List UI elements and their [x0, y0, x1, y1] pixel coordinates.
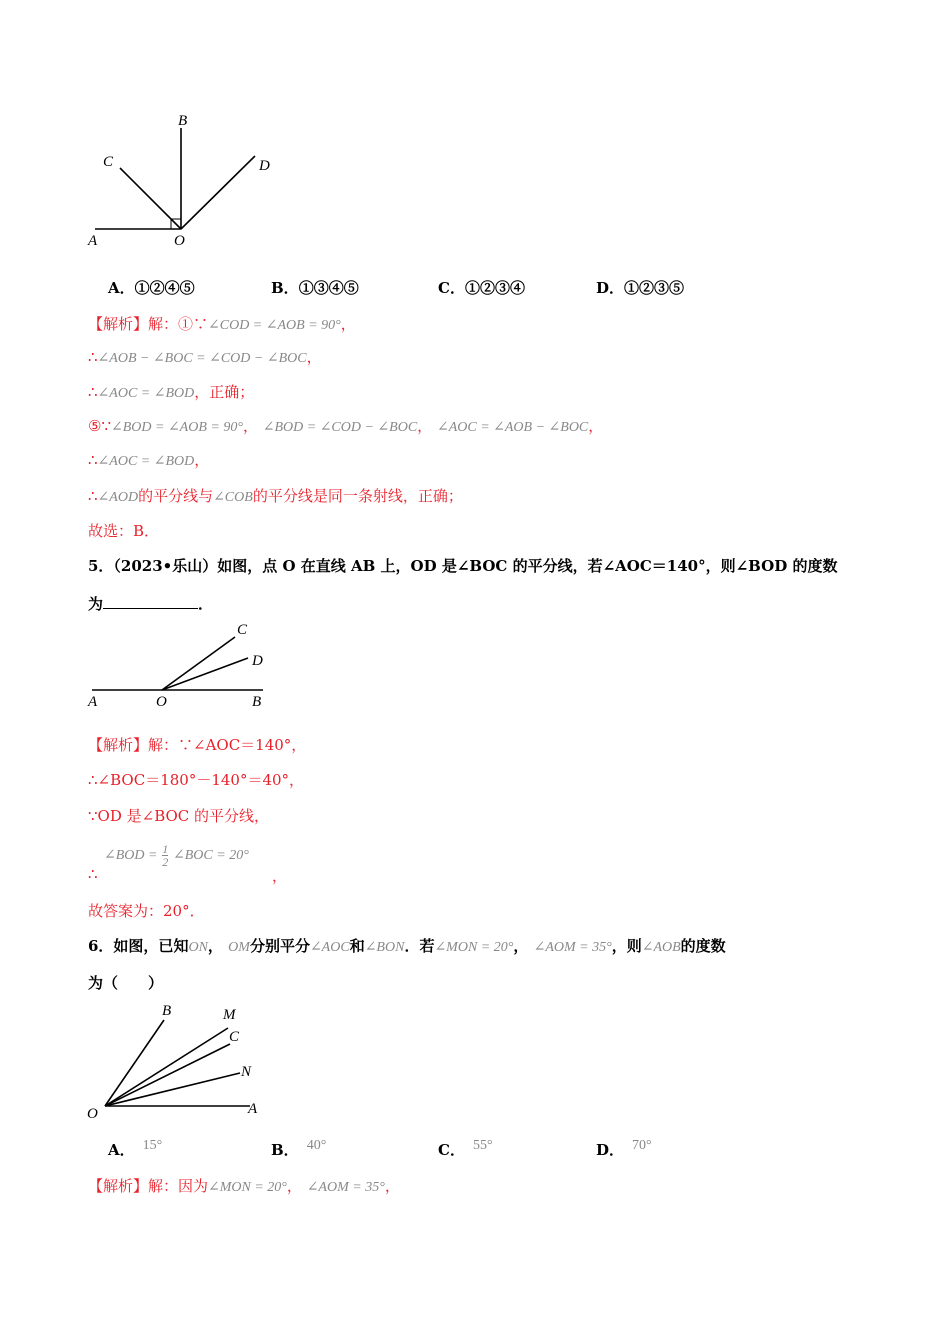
q6-question-line-2: 为（ ）: [88, 974, 164, 992]
label-o: O: [156, 694, 167, 710]
label-d: D: [259, 158, 270, 174]
q5-question-line-1: 5．（2023•乐山）如图，点 O 在直线 AB 上，OD 是∠BOC 的平分线，若∠AOC＝140°，则∠BOD 的度数: [88, 557, 838, 575]
figure-1-angles: [80, 108, 300, 253]
q4-option-c: C．①②③④: [438, 279, 525, 297]
q6-solution-line-1: 【解析】解：因为∠MON = 20°， ∠AOM = 35°，: [88, 1177, 400, 1195]
q4-solution-line-2: ∴∠AOB − ∠BOC = ∠COD − ∠BOC，: [88, 348, 322, 366]
q6-option-d: D． 70°: [596, 1138, 652, 1159]
q4-option-d: D．①②③⑤: [596, 279, 685, 297]
q5-solution-line-3: ∵OD 是∠BOC 的平分线，: [88, 807, 270, 825]
label-d: D: [252, 653, 263, 669]
ray-oc: [105, 1044, 230, 1106]
label-a: A: [88, 694, 98, 710]
q5-question-line-2: 为 ．: [88, 595, 214, 613]
q4-solution-line-6: ∴∠AOD的平分线与∠COB的平分线是同一条射线，正确；: [88, 487, 463, 505]
ray-oc: [162, 637, 235, 690]
label-m: M: [223, 1007, 236, 1023]
label-b: B: [162, 1003, 172, 1019]
q6-question-line-1: 6．如图，已知ON， OM分别平分∠AOC和∠BON．若∠MON = 20°， ∠AOM = 35°，则∠AOB的度数: [88, 937, 726, 955]
label-b: B: [252, 694, 262, 710]
label-a: A: [88, 233, 98, 249]
ray-oc: [120, 168, 181, 229]
q6-option-c: C． 55°: [438, 1138, 493, 1159]
figure-3-angles: [80, 998, 280, 1126]
label-o: O: [174, 233, 185, 249]
label-b: B: [178, 113, 188, 129]
q4-solution-line-3: ∴∠AOC = ∠BOD，正确；: [88, 383, 255, 401]
ray-od: [162, 658, 248, 690]
ray-om: [105, 1028, 228, 1106]
q5-solution-line-2: ∴∠BOC＝180°－140°＝40°，: [88, 771, 305, 789]
label-o: O: [87, 1106, 98, 1122]
q5-solution-line-5: 故答案为：20°．: [88, 902, 205, 920]
q4-solution-line-5: ∴∠AOC = ∠BOD，: [88, 451, 210, 469]
q4-solution-line-7: 故选：B．: [88, 522, 160, 540]
figure-2-angles: [80, 615, 280, 715]
q5-solution-line-1: 【解析】解：∵∠AOC＝140°，: [88, 736, 307, 754]
label-c: C: [103, 154, 114, 170]
label-a: A: [248, 1101, 258, 1117]
q6-option-a: A． 15°: [108, 1138, 163, 1159]
ray-od: [181, 156, 255, 229]
answer-blank: [103, 594, 198, 609]
q4-option-a: A．①②④⑤: [108, 279, 195, 297]
q4-solution-line-1: 【解析】解：①∵∠COD = ∠AOB = 90°，: [88, 315, 356, 333]
label-c: C: [237, 622, 248, 638]
q4-option-b: B．①③④⑤: [271, 279, 359, 297]
q6-option-b: B． 40°: [271, 1138, 327, 1159]
ray-on: [105, 1073, 240, 1106]
fraction-one-half: $\frac{1}{2}$: [162, 842, 169, 869]
q4-solution-line-4: ⑤∵∠BOD = ∠AOB = 90°， ∠BOD = ∠COD − ∠BOC， ∠AOC = ∠AOB − ∠BOC，: [88, 417, 604, 435]
label-c: C: [229, 1029, 240, 1045]
label-n: N: [241, 1064, 252, 1080]
